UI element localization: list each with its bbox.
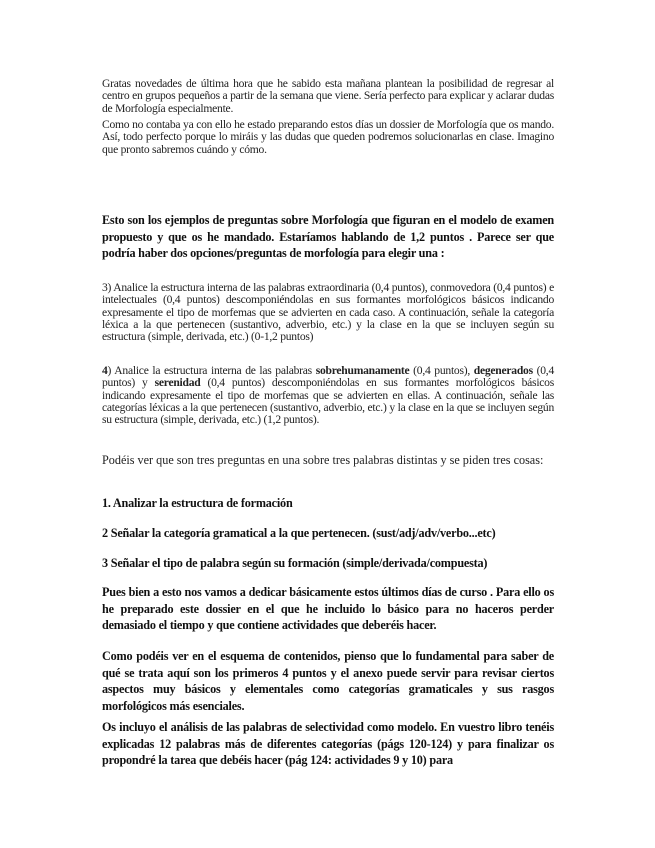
question-4-text-2: (0,4 puntos), [409, 364, 474, 377]
task-2: 2 Señalar la categoría gramatical a la que pertenecen. (sust/adj/adv/verbo...etc) [102, 526, 496, 540]
question-3: 3) Analice la estructura interna de las palabras extraordinaria (0,4 puntos), conmovedora (0,4 puntos) e intelectuales (0,4 puntos) descomponiéndolas en sus formantes morfológicos básicos indicando expresamente el tipo de morfemas que se advierten en cada caso. A continuación, señale la categoría léxica a la que pertenecen (sustantivo, adverbio, etc.) y la clase en la que se incluyen según su estructura (simple, derivada, etc.) (0-1,2 puntos) [102, 281, 554, 344]
intro-paragraph-2: Como no contaba ya con ello he estado preparando estos días un dossier de Morfología que os mando. Así, todo perfecto porque lo miráis y las dudas que queden podremos solucionarlas en clase. Imagino que pronto sabremos cuándo y cómo. [102, 118, 554, 156]
summary-paragraph: Podéis ver que son tres preguntas en una sobre tres palabras distintas y se piden tres cosas: [102, 453, 544, 467]
question-4-word-2: degenerados [473, 364, 533, 377]
question-4-text-3: (0,4 puntos) y [102, 364, 554, 390]
question-4-word-1: sobrehumanamente [315, 364, 410, 377]
question-4-word-3: serenidad [154, 376, 201, 390]
task-3: 3 Señalar el tipo de palabra según su formación (simple/derivada/compuesta) [102, 556, 488, 570]
closing-paragraph-1: Pues bien a esto nos vamos a dedicar básicamente estos últimos días de curso . Para ello os he preparado este dossier en el que he incluido lo básico para no haceros perder demasiado el tiempo y que contiene actividades que deberéis hacer. [102, 585, 554, 632]
closing-paragraph-2: Como podéis ver en el esquema de contenidos, pienso que lo fundamental para saber de qué se trata aquí son los primeros 4 puntos y el anexo puede servir para revisar ciertos aspectos muy básicos y elementales como categorías gramaticales y sus rasgos morfológicos más esenciales. [102, 649, 554, 713]
question-4-text-1: ) Analice la estructura interna de las palabras [107, 364, 316, 377]
question-4-text-4: (0,4 puntos) descomponiéndolas en sus formantes morfológicos básicos indicando expresamente el tipo de morfemas que se advierten en ellas. A continuación, señale las categorías léxicas a la que pertenecen (sustantivo, adverbio, etc.) y la clase en la que se incluyen según su estructura (simple, derivada, etc.) (1,2 puntos). [102, 376, 554, 427]
task-1: 1. Analizar la estructura de formación [102, 496, 293, 510]
closing-paragraph-3: Os incluyo el análisis de las palabras de selectividad como modelo. En vuestro libro tenéis explicadas 12 palabras más de diferentes categorías (págs 120-124) y para finalizar os propondré la tarea que debéis hacer (pág 124: actividades 9 y 10) para [102, 720, 554, 767]
question-4 [102, 365, 554, 426]
question-4-number: 4 [102, 364, 108, 377]
intro-paragraph-1: Gratas novedades de última hora que he sabido esta mañana plantean la posibilidad de regresar al centro en grupos pequeños a partir de la semana que viene. Sería perfecto para explicar y aclarar dudas de Morfología especialmente. [102, 77, 554, 115]
exam-intro-paragraph: Esto son los ejemplos de preguntas sobre Morfología que figuran en el modelo de examen propuesto y que os he mandado. Estaríamos hablando de 1,2 puntos . Parece ser que podría haber dos opciones/preguntas de morfología para elegir una : [102, 213, 554, 260]
